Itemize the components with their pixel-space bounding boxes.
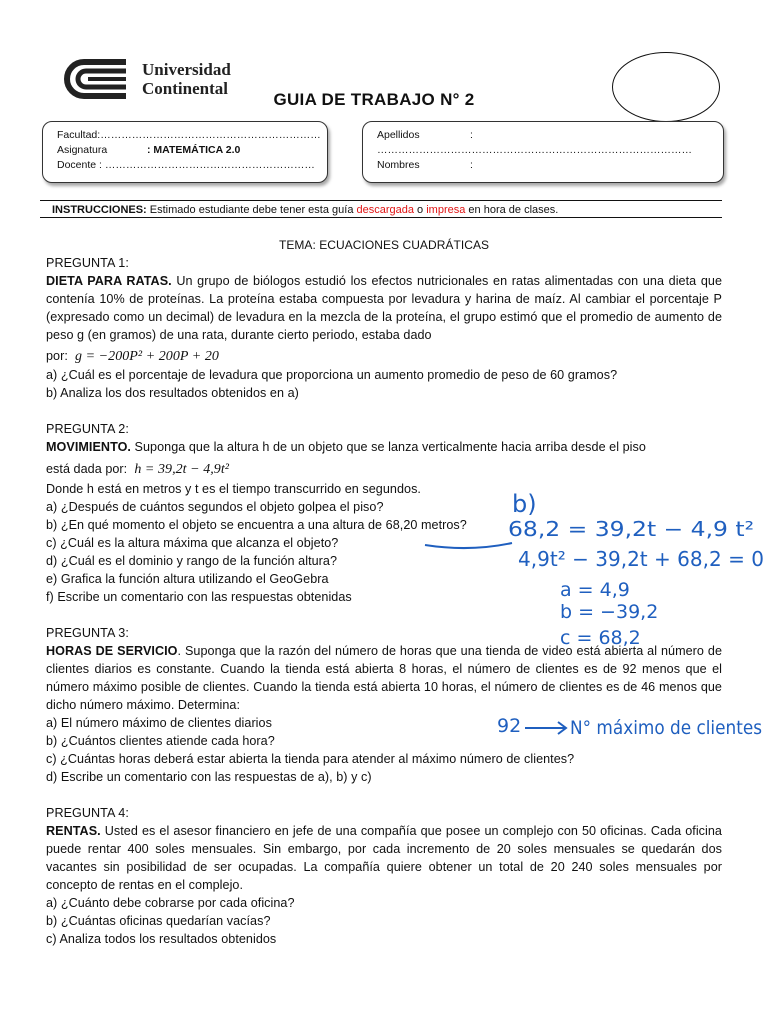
instructions-bar: INSTRUCCIONES: Estimado estudiante debe tener esta guía descargada o impresa en hora de clases. [40,200,722,218]
nombres-field: Nombres : [377,159,473,171]
question-3-part-d: d) Escribe un comentario con las respuestas de a), b) y c) [46,770,372,784]
question-1-formula-line: por: g = −200P² + 200P + 20 [46,349,219,364]
question-2-part-d: d) ¿Cuál es el dominio y rango de la función altura? [46,554,338,568]
topic-heading: TEMA: ECUACIONES CUADRÁTICAS [278,238,490,252]
logo-line-2: Continental [142,79,228,98]
handwritten-line-3: 4,9t² − 39,2t + 68,2 = 0 [518,547,764,571]
asignatura-value: : MATEMÁTICA 2.0 [147,144,241,156]
question-1-part-a: a) ¿Cuál es el porcentaje de levadura que proporciona un aumento promedio de peso de 60 gramos? [46,368,618,382]
question-2-formula-line: está dada por: h = 39,2t − 4,9t² [46,462,230,477]
handwritten-note-number: 92 [497,715,522,737]
question-1-formula: g = −200P² + 200P + 20 [75,349,219,364]
page-title: GUIA DE TRABAJO N° 2 [273,90,475,109]
apellidos-field: Apellidos : [377,129,473,141]
course-info-box [42,121,328,183]
question-1-part-b: b) Analiza los dos resultados obtenidos en a) [46,386,299,400]
worksheet-content [46,236,722,948]
apellidos-label: Apellidos [377,129,420,141]
question-4-part-a: a) ¿Cuánto debe cobrarse por cada oficina? [46,896,295,910]
question-3-statement: HORAS DE SERVICIO. Suponga que la razón del número de horas que una tienda de video está abierta al número de clientes diarios es constante. Cuando la tienda está abierta 8 horas, el número de clientes es de 92 menos que el número máximo posible de clientes. Cuando la tienda está abierta 10 horas, el número de clientes es de 46 menos que dicho número máximo. Determina: [46,644,722,712]
asignatura-label: Asignatura [57,144,108,156]
question-4-statement: RENTAS. Usted es el asesor financiero en jefe de una compañía que posee un complejo con 50 oficinas. Cada oficina puede rentar 400 soles mensuales. Sin embargo, por cada incremento de 20 soles mensuales se quedarán dos vacantes sin posibilidad de ser ocupadas. La compañía quiere obtener un total de 20 240 soles mensuales por concepto de rentas en el complejo. [46,824,722,892]
question-3-part-a: a) El número máximo de clientes diarios [46,716,272,730]
question-4-heading: PREGUNTA 4: [46,806,129,820]
question-1-statement: DIETA PARA RATAS. Un grupo de biólogos estudió los efectos nutricionales en ratas alimentadas con una dieta que contenía 10% de proteínas. La proteína estaba compuesta por levadura y harina de maíz. Al cambiar el porcentaje P (expresado como un decimal) de levadura en la mezcla de la proteína, el grupo estimó que el promedio de aumento de peso g (en gramos) de una rata, durante cierto periodo, estaba dado [46,274,723,342]
facultad-field: Facultad:……………………………………………………… [57,129,321,141]
question-2-heading: PREGUNTA 2: [46,422,129,436]
docente-field: Docente : …………………………………………………… [57,159,315,171]
question-3-heading: PREGUNTA 3: [46,626,129,640]
student-info-box [362,121,724,183]
logo-line-1: Universidad [142,60,231,79]
handwritten-line-2: 68,2 = 39,2t − 4,9 t² [508,517,754,541]
nombres-label: Nombres [377,159,420,171]
instructions-printed: impresa [426,204,466,216]
handwritten-note-text: N° máximo de clientes [570,717,762,739]
question-2-part-e: e) Grafica la función altura utilizando el GeoGebra [46,572,329,586]
handwritten-line-4: a = 4,9 [560,579,630,601]
question-2-part-b: b) ¿En qué momento el objeto se encuentra a una altura de 68,20 metros? [46,518,467,532]
grade-oval [612,52,720,122]
question-3-part-c: c) ¿Cuántas horas deberá estar abierta la tienda para atender al máximo número de clientes? [46,752,575,766]
question-2-part-f: f) Escribe un comentario con las respuestas obtenidas [46,590,352,604]
instructions-downloaded: descargada [356,204,414,216]
handwritten-line-6: c = 68,2 [560,627,641,649]
question-3-part-b: b) ¿Cuántos clientes atiende cada hora? [46,734,275,748]
question-2-statement: MOVIMIENTO. Suponga que la altura h de un objeto que se lanza verticalmente hacia arriba desde el piso [46,440,646,454]
question-2-formula: h = 39,2t − 4,9t² [134,462,230,477]
question-1-heading: PREGUNTA 1: [46,256,129,270]
question-4-part-b: b) ¿Cuántas oficinas quedarían vacías? [46,914,271,928]
question-4-part-c: c) Analiza todos los resultados obtenidos [46,932,277,946]
height-value: 68,20 metros [385,518,460,532]
instructions-label: INSTRUCCIONES: [52,204,147,216]
handwritten-line-1: b) [512,490,537,518]
handwritten-line-5: b = −39,2 [560,601,659,623]
question-2-part-a: a) ¿Después de cuántos segundos el objeto golpea el piso? [46,500,384,514]
question-2-note: Donde h está en metros y t es el tiempo transcurrido en segundos. [46,482,421,496]
asignatura-field [57,143,327,158]
question-2-part-c: c) ¿Cuál es la altura máxima que alcanza el objeto? [46,536,339,550]
apellidos-dots: ……………………………………………………………………………… [377,144,692,156]
